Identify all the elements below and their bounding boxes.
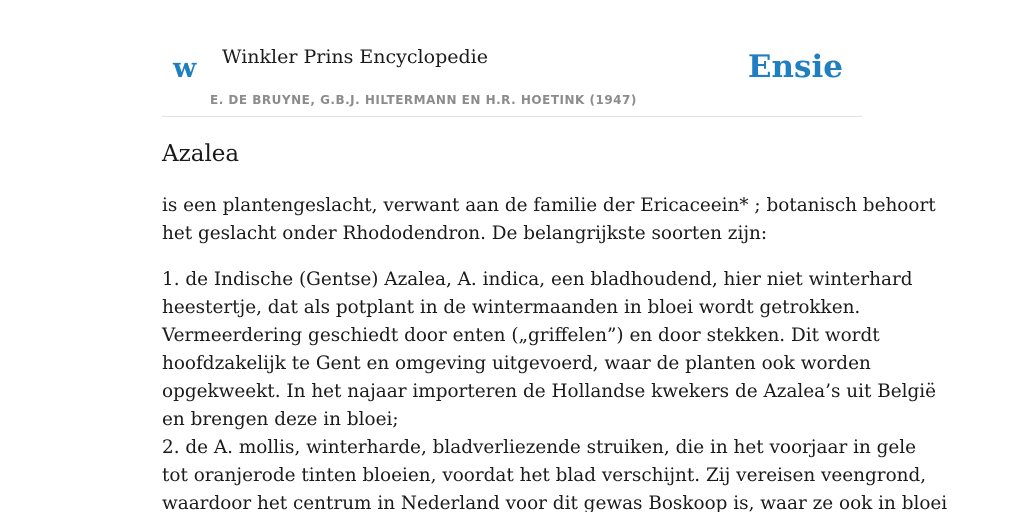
- text-line: heestertje, dat als potplant in de wintermaanden in bloei wordt getrokken.: [162, 297, 861, 318]
- ensie-logo[interactable]: Ensie: [747, 49, 843, 85]
- text-line: 1. de Indische (Gentse) Azalea, A. indica, een bladhoudend, hier niet winterhard: [162, 269, 913, 290]
- text-line: is een plantengeslacht, verwant aan de familie der Ericaceein* ; botanisch behoort: [162, 195, 936, 216]
- source-title[interactable]: Winkler Prins Encyclopedie: [222, 46, 488, 68]
- article: [162, 138, 948, 512]
- header: [162, 40, 862, 117]
- entry-title: Azalea: [162, 141, 240, 167]
- intro-paragraph: [162, 192, 936, 248]
- text-line: Vermeerdering geschiedt door enten („griffelen”) en door stekken. Dit wordt: [162, 325, 880, 346]
- text-line: en brengen deze in bloei;: [162, 409, 399, 430]
- text-line: het geslacht onder Rhododendron. De belangrijkste soorten zijn:: [162, 223, 768, 244]
- text-line: waardoor het centrum in Nederland voor dit gewas Boskoop is, waar ze ook in bloei: [162, 493, 948, 512]
- source-authors: E. DE BRUYNE, G.B.J. HILTERMANN EN H.R. HOETINK (1947): [210, 93, 637, 107]
- text-line: opgekweekt. In het najaar importeren de Hollandse kwekers de Azalea’s uit België: [162, 381, 937, 402]
- text-line: tot oranjerode tinten bloeien, voordat het blad verschijnt. Zij vereisen veengrond,: [162, 465, 927, 486]
- body-paragraph: [162, 266, 948, 512]
- text-line: 2. de A. mollis, winterharde, bladverliezende struiken, die in het voorjaar in gele: [162, 437, 917, 458]
- text-line: hoofdzakelijk te Gent en omgeving uitgevoerd, waar de planten ook worden: [162, 353, 871, 374]
- winkler-prins-logo[interactable]: w: [173, 53, 197, 84]
